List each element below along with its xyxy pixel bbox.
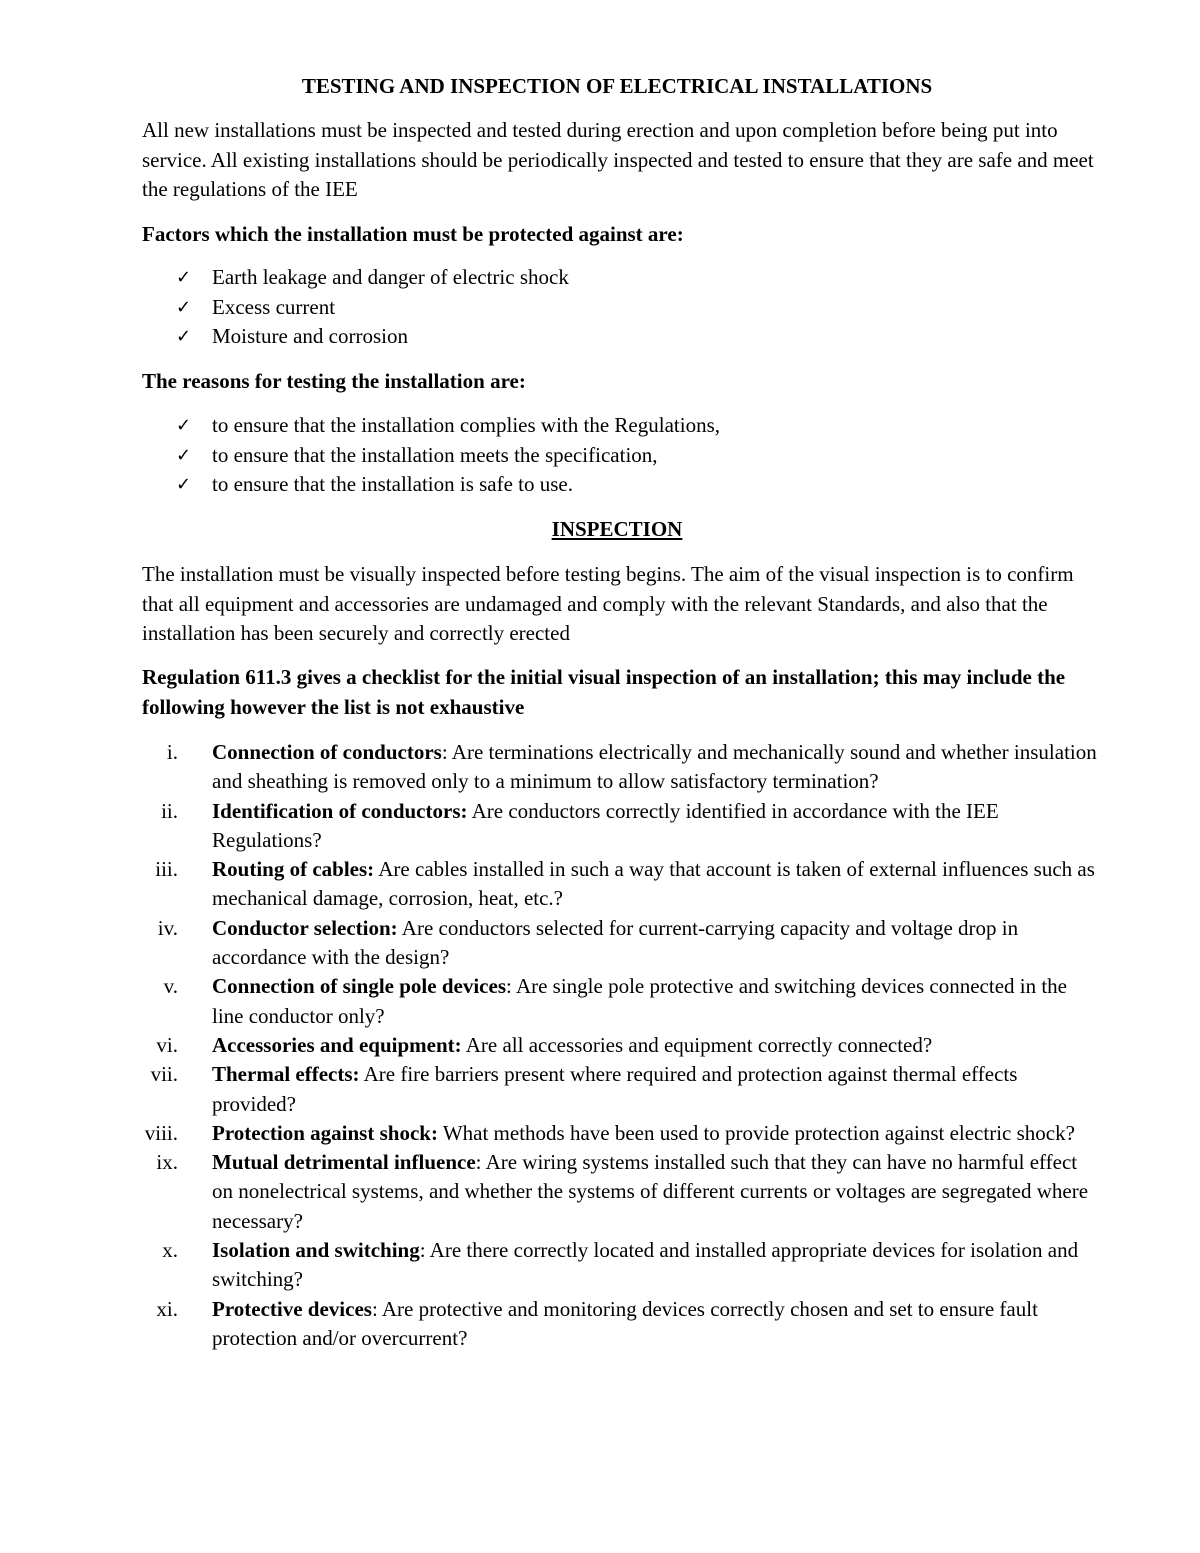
checklist-item [100, 738, 1102, 797]
inspection-paragraph: The installation must be visually inspected before testing begins. The aim of the visual inspection is to confirm that all equipment and accessories are undamaged and comply with the relevant Standards, and also that the installation has been securely and correctly erected [142, 562, 1074, 645]
list-item-text: Moisture and corrosion [212, 324, 408, 348]
item-separator: : [441, 740, 452, 764]
checklist-item [100, 855, 1102, 914]
checkmark-icon: ✓ [176, 415, 192, 436]
checklist-item [100, 797, 1102, 856]
document-title: TESTING AND INSPECTION OF ELECTRICAL INSTALLATIONS [301, 74, 933, 98]
item-term: Mutual detrimental influence [212, 1150, 476, 1175]
checklist-item [100, 914, 1102, 973]
regulation-heading: Regulation 611.3 gives a checklist for the initial visual inspection of an installation; this may include the following however the list is not exhaustive [142, 665, 1066, 719]
item-number: ii. [161, 798, 178, 823]
checkmark-icon: ✓ [176, 267, 192, 288]
item-number: iv. [157, 915, 178, 940]
item-text: Are there correctly located and installed appropriate devices for isolation and switching? [212, 1238, 1079, 1292]
checkmark-icon: ✓ [176, 326, 192, 347]
factors-list [142, 263, 1102, 352]
item-number: xi. [156, 1296, 178, 1321]
item-text: What methods have been used to provide protection against electric shock? [442, 1120, 1075, 1145]
checklist-item [100, 1295, 1102, 1354]
item-number: viii. [144, 1120, 178, 1145]
item-term: Thermal effects: [212, 1062, 360, 1087]
checklist-item [100, 1031, 1102, 1060]
item-text: Are all accessories and equipment correctly connected? [465, 1032, 933, 1057]
list-item [142, 411, 1102, 441]
item-number: v. [163, 974, 178, 999]
item-text: Are protective and monitoring devices correctly chosen and set to ensure fault protection and/or overcurrent? [212, 1296, 1038, 1350]
item-number: vii. [150, 1062, 178, 1087]
item-separator: : [419, 1238, 430, 1263]
checklist-item [100, 972, 1102, 1031]
list-item [142, 263, 1102, 293]
item-separator: : [506, 974, 516, 999]
checklist-item [100, 1060, 1102, 1119]
item-text: Are fire barriers present where required and protection against thermal effects provided? [212, 1062, 1018, 1116]
item-text: Are conductors correctly identified in accordance with the IEE Regulations? [212, 798, 999, 852]
item-text: Are conductors selected for current-carrying capacity and voltage drop in accordance with the design? [212, 915, 1019, 970]
item-number: vi. [156, 1032, 178, 1057]
list-item-text: to ensure that the installation is safe to use. [212, 472, 573, 496]
item-separator: : [475, 1150, 486, 1175]
checklist-item [100, 1148, 1102, 1236]
list-item-text: Earth leakage and danger of electric shock [212, 265, 569, 289]
item-number: ix. [156, 1150, 178, 1175]
item-text: Are single pole protective and switching devices connected in the line conductor only? [212, 974, 1068, 1028]
factors-heading: Factors which the installation must be protected against are: [142, 222, 684, 246]
item-term: Routing of cables: [212, 857, 375, 882]
item-separator: : [371, 1296, 382, 1321]
checklist-item [100, 1119, 1102, 1148]
item-text: Are wiring systems installed such that they can have no harmful effect on nonelectrical systems, and whether the systems of different currents or voltages are segregated where necessary? [212, 1150, 1089, 1233]
item-number: x. [162, 1238, 178, 1263]
checkmark-icon: ✓ [176, 444, 192, 466]
list-item-text: to ensure that the installation complies with the Regulations, [212, 413, 720, 437]
list-item-text: to ensure that the installation meets the specification, [212, 442, 658, 467]
item-number: i. [166, 740, 178, 764]
list-item [142, 322, 1102, 352]
list-item [142, 470, 1102, 500]
inspection-checklist [100, 738, 1102, 1353]
list-item [142, 293, 1102, 323]
item-term: Accessories and equipment: [212, 1032, 462, 1057]
reasons-list [142, 411, 1102, 500]
item-term: Connection of single pole devices [212, 974, 506, 999]
item-text: Are terminations electrically and mechanically sound and whether insulation and sheathing is removed only to a minimum to allow satisfactory termination? [212, 740, 1097, 794]
checkmark-icon: ✓ [176, 296, 192, 318]
reasons-heading: The reasons for testing the installation are: [142, 369, 526, 393]
intro-paragraph: All new installations must be inspected and tested during erection and upon completion before being put into service. All existing installations should be periodically inspected and tested to ensure that they are safe and meet the regulations of the IEE [142, 118, 1094, 201]
list-item-text: Excess current [212, 294, 336, 319]
checklist-item [100, 1236, 1102, 1295]
item-text: Are cables installed in such a way that account is taken of external influences such as mechanical damage, corrosion, heat, etc.? [212, 857, 1095, 911]
checkmark-icon: ✓ [176, 474, 192, 495]
item-term: Protection against shock: [212, 1120, 438, 1145]
item-term: Protective devices [212, 1296, 372, 1321]
item-term: Connection of conductors [212, 740, 442, 764]
item-term: Identification of conductors: [212, 798, 468, 823]
inspection-heading: INSPECTION [551, 517, 683, 541]
item-term: Conductor selection: [212, 915, 398, 940]
list-item [142, 441, 1102, 471]
item-term: Isolation and switching [212, 1238, 420, 1263]
item-number: iii. [155, 857, 178, 882]
